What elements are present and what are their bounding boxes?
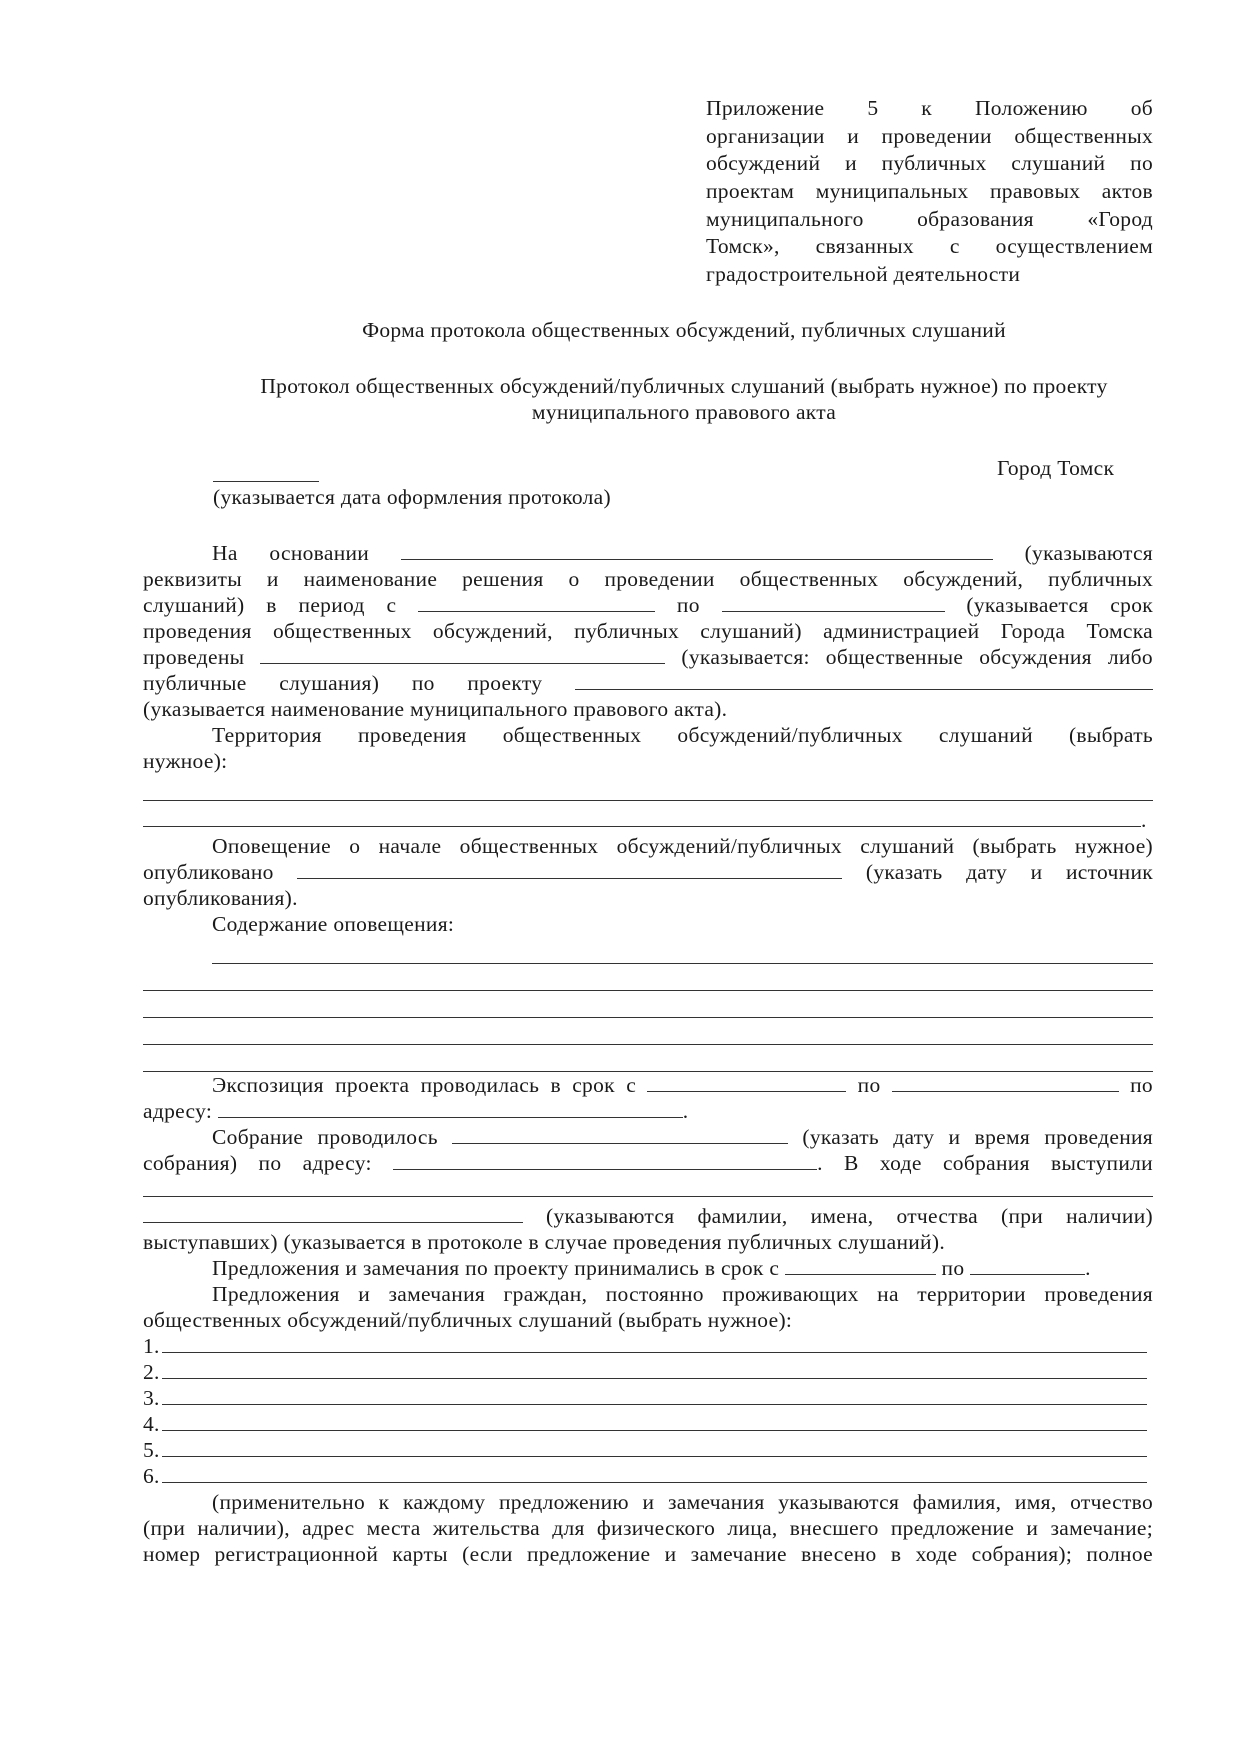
appendix-line: Томск», связанных с осуществлением — [706, 234, 1153, 259]
text: адресу: — [143, 1099, 213, 1123]
appendix-line: проектам муниципальных правовых актов — [706, 179, 1153, 204]
protocol-title — [143, 373, 1225, 425]
text: На основании — [212, 541, 370, 565]
protocol-body — [143, 540, 1153, 1567]
proposals-to-blank — [970, 1255, 1085, 1275]
body-line: Содержание оповещения: — [212, 912, 455, 936]
text: . — [682, 1099, 689, 1123]
proposal-item — [143, 1411, 1153, 1437]
appendix-note — [706, 95, 1153, 289]
appendix-line: градостроительной деятельности — [706, 262, 1021, 287]
text: (указывается: общественные обсуждения либо — [681, 645, 1153, 669]
body-line — [143, 859, 1153, 885]
appendix-line: муниципального образования «Город — [706, 206, 1153, 231]
body-line — [143, 540, 1153, 566]
text: по — [857, 1073, 881, 1097]
proposal-blank — [162, 1359, 1147, 1379]
speakers-blank — [143, 1203, 523, 1223]
text: Собрание проводилось — [212, 1125, 438, 1149]
body-line — [143, 1150, 1153, 1176]
body-line — [143, 1124, 1153, 1150]
body-line: опубликования). — [143, 886, 298, 910]
text: слушаний) в период с — [143, 593, 397, 617]
body-line: номер регистрационной карты (если предложение и замечание внесено в ходе собрания); полное — [143, 1542, 1153, 1566]
body-line: нужное): — [143, 749, 228, 773]
proposal-blank — [162, 1463, 1147, 1483]
exposition-to-blank — [892, 1072, 1119, 1092]
meeting-date-blank — [452, 1124, 788, 1144]
proposal-blank — [162, 1411, 1147, 1431]
body-line — [143, 1203, 1153, 1229]
appendix-line: организации и проведении общественных — [706, 123, 1153, 148]
exposition-from-blank — [647, 1072, 846, 1092]
text: (указывается срок — [966, 593, 1153, 617]
body-line — [143, 670, 1153, 696]
text: по — [1130, 1073, 1153, 1097]
protocol-title-line: Протокол общественных обсуждений/публичных слушаний (выбрать нужное) по проекту — [260, 374, 1108, 398]
text: Экспозиция проекта проводилась в срок с — [212, 1073, 637, 1097]
item-number: 6. — [143, 1464, 160, 1488]
appendix-line: Приложение 5 к Положению об — [706, 96, 1153, 120]
body-line: Оповещение о начале общественных обсуждений/публичных слушаний (выбрать нужное) — [212, 834, 1153, 858]
text: по — [676, 593, 700, 617]
speakers-blank — [143, 1176, 1153, 1197]
published-blank — [297, 859, 842, 879]
body-line: (указывается наименование муниципального правового акта). — [143, 697, 728, 721]
text: проведены — [143, 645, 245, 669]
body-line — [143, 1072, 1153, 1098]
meeting-address-blank — [393, 1150, 817, 1170]
proposals-from-blank — [785, 1255, 936, 1275]
text: публичные слушания) по проекту — [143, 671, 543, 695]
period-from-blank — [418, 592, 655, 612]
date-hint: (указывается дата оформления протокола) — [213, 485, 611, 509]
proposal-item — [143, 1359, 1153, 1385]
protocol-title-line: муниципального правового акта — [531, 400, 837, 424]
body-line: реквизиты и наименование решения о проведении общественных обсуждений, публичных — [143, 567, 1153, 591]
body-line — [143, 592, 1153, 618]
item-number: 5. — [143, 1438, 160, 1462]
item-number: 3. — [143, 1386, 160, 1410]
body-line: выступавших) (указывается в протоколе в случае проведения публичных слушаний). — [143, 1230, 945, 1254]
body-line: проведения общественных обсуждений, публичных слушаний) администрацией Города Томска — [143, 619, 1153, 643]
text: (указываются фамилии, имена, отчества (при наличии) — [546, 1204, 1153, 1228]
held-blank — [260, 644, 665, 664]
proposal-item — [143, 1463, 1153, 1489]
territory-blank — [143, 807, 1141, 827]
proposal-blank — [162, 1333, 1147, 1353]
project-blank — [575, 670, 1153, 690]
text: (указать дату и источник — [865, 860, 1153, 884]
notice-content-blank — [143, 1051, 1153, 1072]
body-line — [143, 644, 1153, 670]
proposal-blank — [162, 1385, 1147, 1405]
text: (указываются — [1024, 541, 1153, 565]
item-number: 1. — [143, 1334, 160, 1358]
form-title: Форма протокола общественных обсуждений, публичных слушаний — [362, 318, 1006, 342]
body-line: Предложения и замечания граждан, постоянно проживающих на территории проведения — [212, 1282, 1153, 1306]
body-line: Территория проведения общественных обсуждений/публичных слушаний (выбрать — [212, 723, 1153, 747]
item-number: 4. — [143, 1412, 160, 1436]
text: Предложения и замечания по проекту принимались в срок с — [212, 1256, 780, 1280]
body-line — [143, 1098, 1153, 1124]
body-line: общественных обсуждений/публичных слушаний (выбрать нужное): — [143, 1308, 793, 1332]
notice-content-blank — [143, 997, 1153, 1018]
exposition-address-blank — [218, 1098, 683, 1118]
text: . В ходе собрания выступили — [817, 1151, 1153, 1175]
text: . — [1141, 808, 1147, 832]
body-line: (при наличии), адрес места жительства для физического лица, внесшего предложение и замечание; — [143, 1516, 1153, 1540]
text: по — [941, 1256, 965, 1280]
body-line: (применительно к каждому предложению и замечания указываются фамилия, имя, отчество — [212, 1490, 1153, 1514]
body-line — [143, 1255, 1153, 1281]
proposal-item — [143, 1437, 1153, 1463]
notice-content-blank — [143, 970, 1153, 991]
proposal-item — [143, 1333, 1153, 1359]
text: (указать дату и время проведения — [802, 1125, 1153, 1149]
basis-blank — [401, 540, 993, 560]
notice-content-blank — [212, 943, 1153, 964]
body-line — [143, 807, 1153, 833]
period-to-blank — [722, 592, 945, 612]
territory-blank — [143, 780, 1153, 801]
text: собрания) по адресу: — [143, 1151, 372, 1175]
proposal-item — [143, 1385, 1153, 1411]
proposal-blank — [162, 1437, 1147, 1457]
text: . — [1085, 1256, 1091, 1280]
appendix-line: обсуждений и публичных слушаний по — [706, 151, 1153, 176]
text: опубликовано — [143, 860, 274, 884]
date-blank — [213, 462, 319, 482]
item-number: 2. — [143, 1360, 160, 1384]
notice-content-blank — [143, 1024, 1153, 1045]
city-label: Город Томск — [997, 456, 1115, 480]
